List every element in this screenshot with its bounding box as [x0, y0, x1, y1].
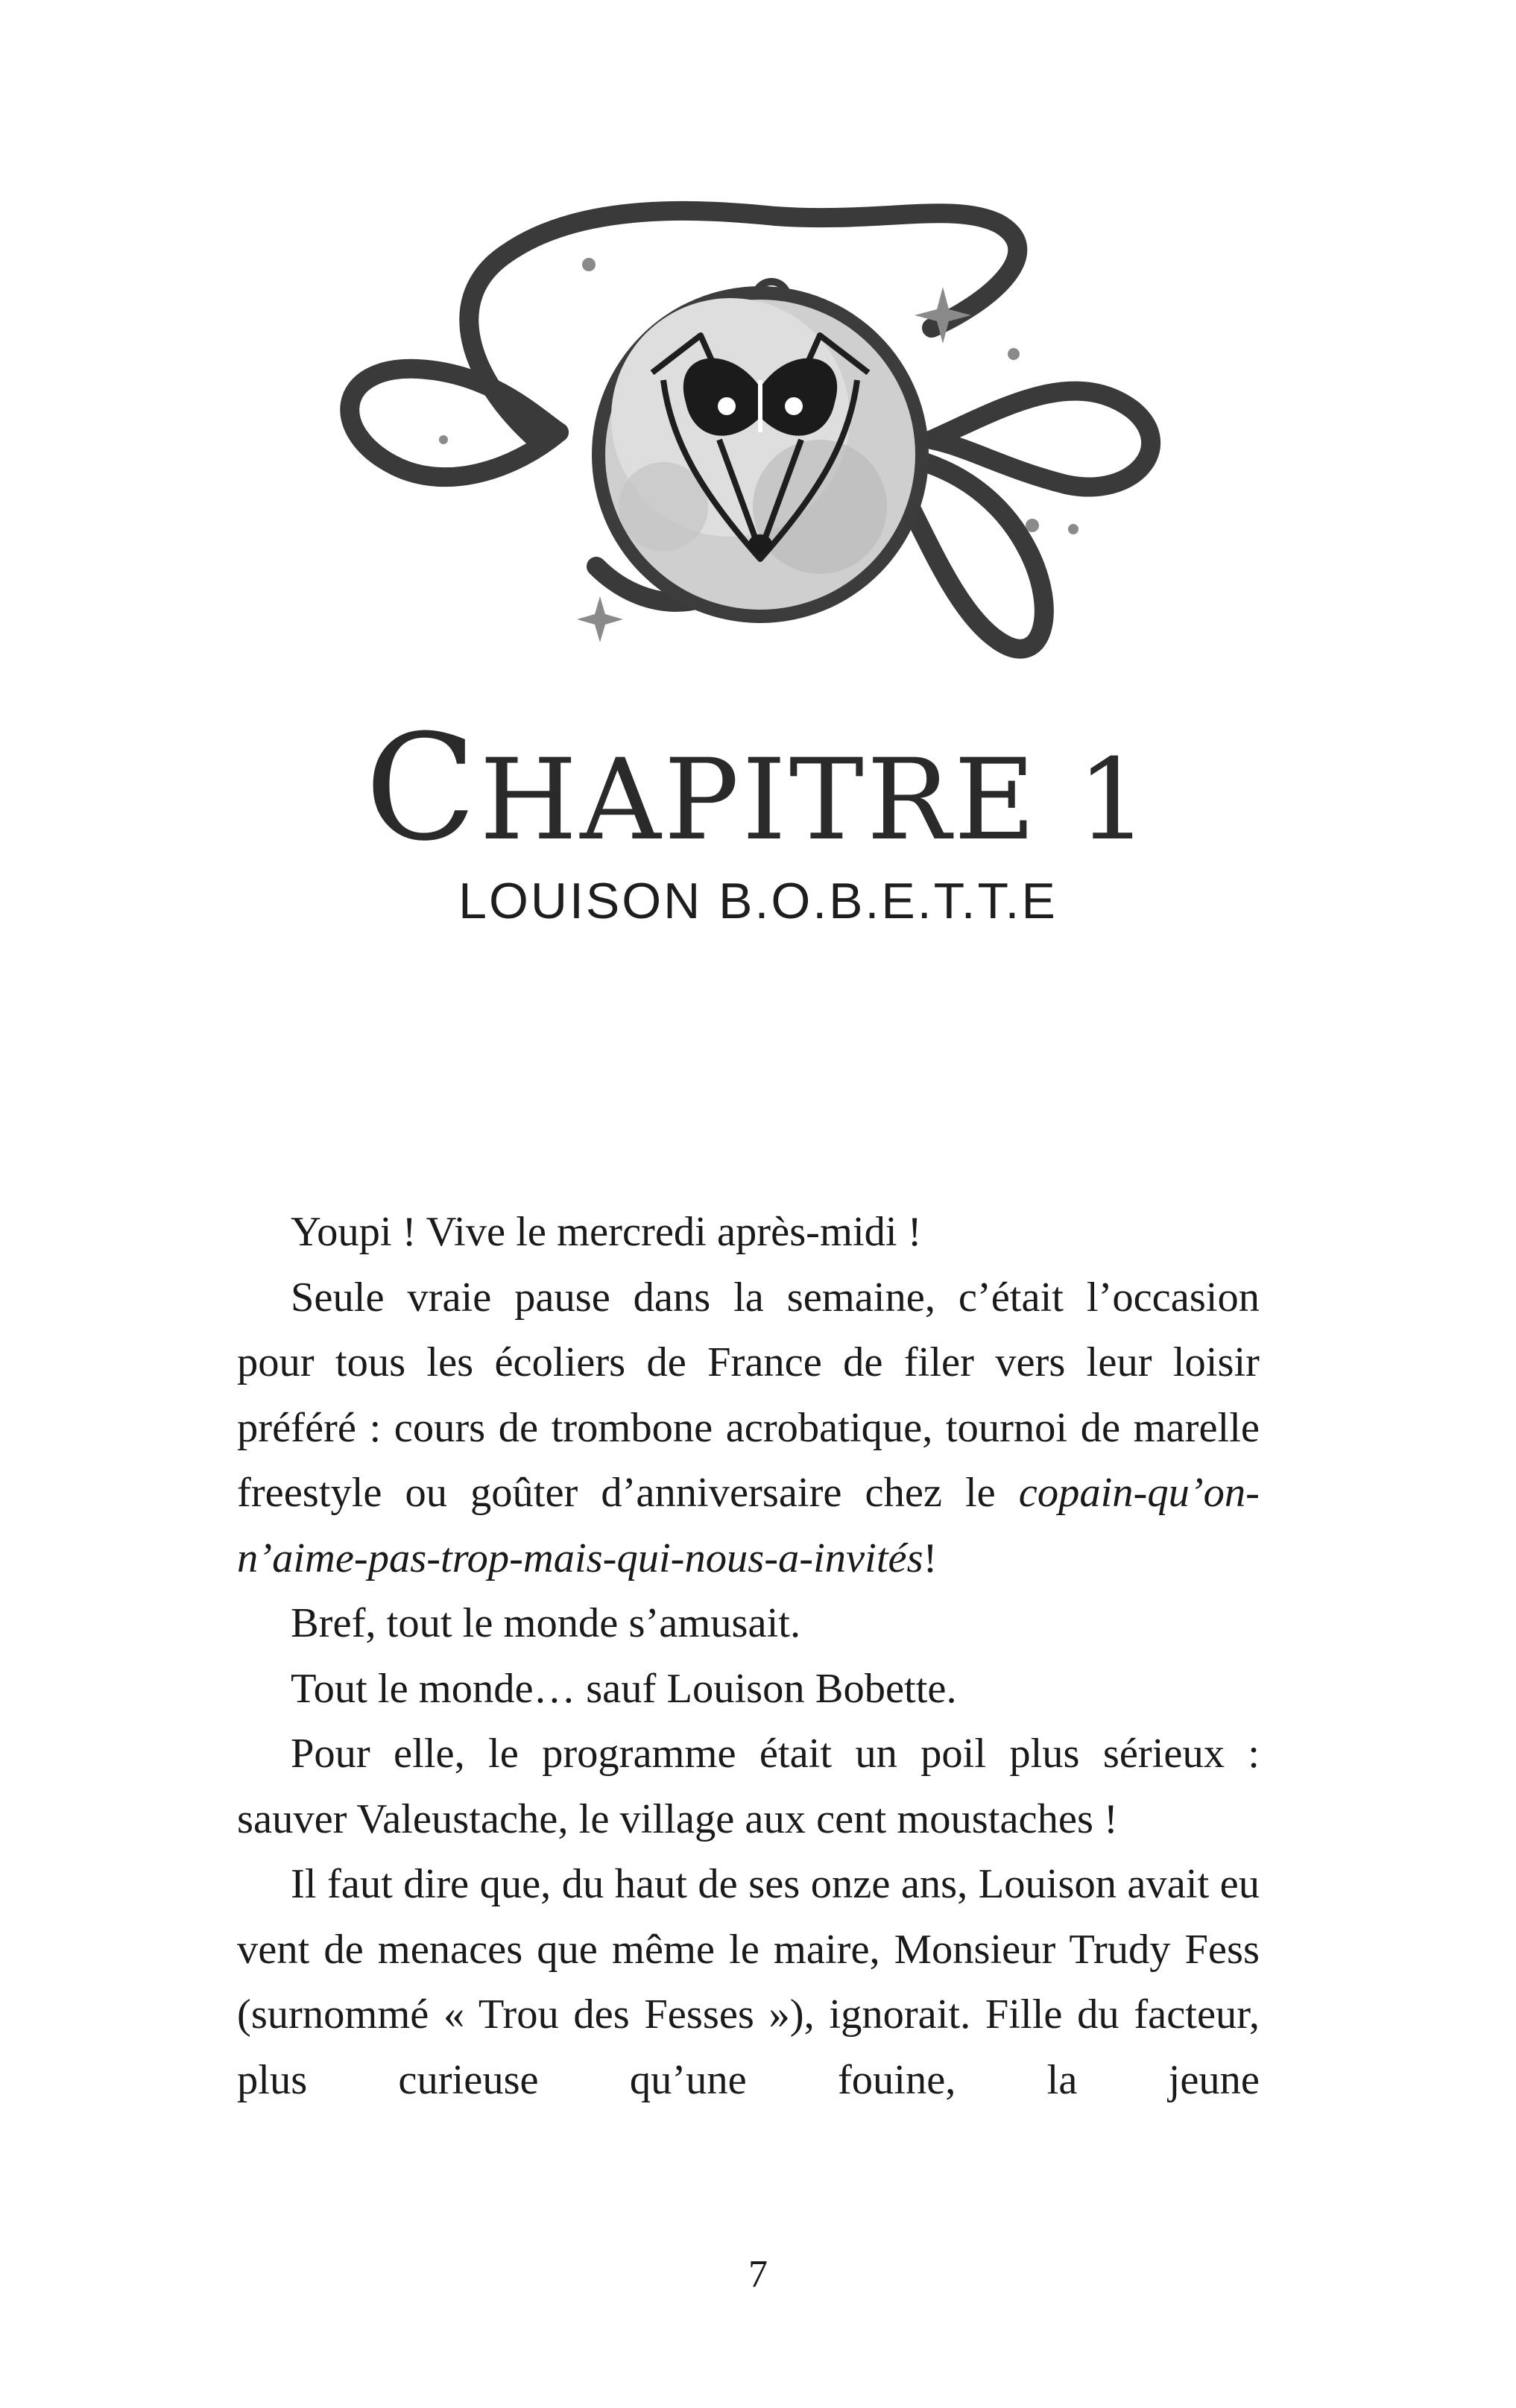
chapter-title-initial: C	[364, 704, 480, 873]
fox-medallion-pendant-icon	[313, 194, 1193, 701]
paragraph	[237, 1265, 1260, 1592]
chapter-title-rest: HAPITRE 1	[479, 736, 1152, 865]
paragraph: Tout le monde… sauf Louison Bobette.	[291, 1665, 957, 1712]
paragraph: Youpi ! Vive le mercredi après-midi !	[291, 1209, 922, 1255]
paragraph: Il faut dire que, du haut de ses onze ans, Louison avait eu vent de menaces que même le maire, Monsieur Trudy Fess (surnommé « Trou des Fesses »), ignorait. Fille du facteur, plus curieuse qu’une fouine, la jeune	[237, 1861, 1260, 2103]
chapter-title	[0, 704, 1516, 873]
paragraph-italic-text: copain-qu’on-n’aime-pas-trop-mais-qui-nous-a-invités	[237, 1470, 1260, 1581]
paragraph: Pour elle, le programme était un poil plus sérieux : sauver Valeustache, le village aux cent moustaches !	[237, 1731, 1260, 1842]
paragraph-punctuation: !	[923, 1535, 938, 1581]
chapter-body	[237, 1200, 1260, 2113]
paragraph: Bref, tout le monde s’amusait.	[291, 1600, 801, 1646]
paragraph-text: Seule vraie pause dans la semaine, c’était l’occasion pour tous les écoliers de France de filer vers leur loisir préféré : cours de trombone acrobatique, tournoi de marelle freestyle ou goûter d’anniversaire chez le	[237, 1274, 1260, 1516]
chapter-subtitle: LOUISON B.O.B.E.T.T.E	[458, 873, 1058, 929]
page-number: 7	[748, 2253, 768, 2295]
